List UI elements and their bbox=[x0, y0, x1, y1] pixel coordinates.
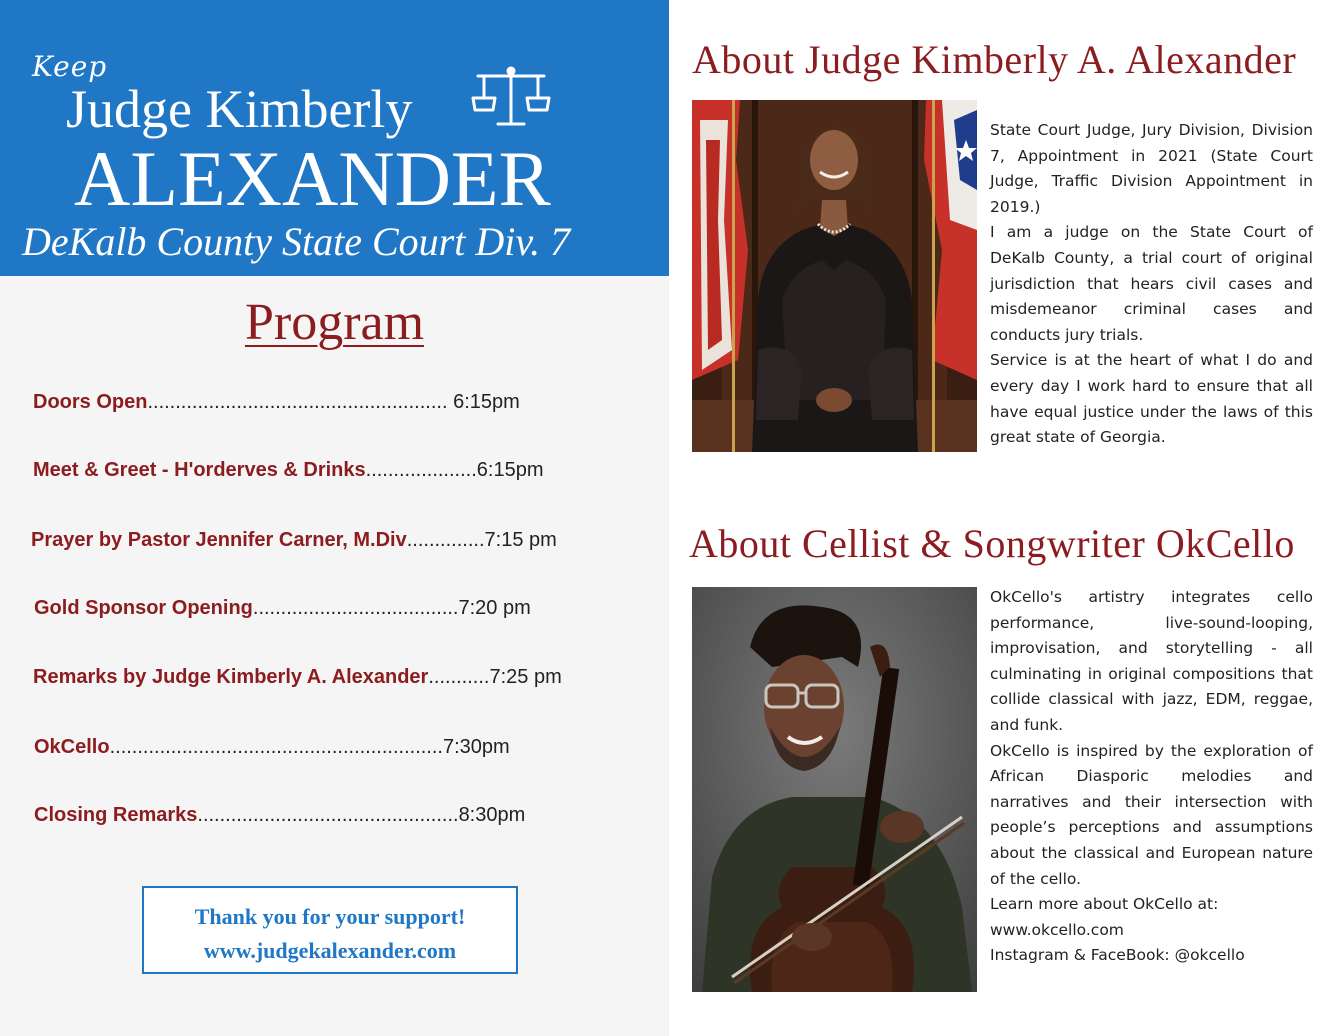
program-item bbox=[34, 802, 525, 828]
program-item-label: Gold Sponsor Opening bbox=[34, 597, 253, 619]
program-item-leader: .................... bbox=[365, 459, 477, 481]
banner-name-line: Judge Kimberly bbox=[66, 79, 413, 139]
program-column bbox=[0, 0, 669, 1036]
program-item-time: 7:15 pm bbox=[484, 529, 557, 551]
cellist-learn-more: Learn more about OkCello at: bbox=[990, 895, 1219, 914]
program-item bbox=[31, 527, 557, 553]
campaign-banner bbox=[0, 0, 669, 276]
program-item bbox=[33, 664, 562, 690]
cellist-bio-paragraph: OkCello's artistry integrates cello performance, live-sound-looping, improvisation, and storytelling - all culminating in original compositions that collide classical with jazz, EDM, reggae, and funk. bbox=[990, 588, 1313, 734]
program-item bbox=[33, 457, 544, 483]
program-item-time: 7:30pm bbox=[442, 736, 510, 758]
cellist-website-link[interactable]: www.okcello.com bbox=[990, 920, 1124, 939]
program-item-label: Meet & Greet - H'orderves & Drinks bbox=[33, 459, 366, 481]
program-item-leader: ............................................... bbox=[197, 804, 459, 826]
scales-of-justice-icon bbox=[470, 66, 552, 130]
program-item-leader: ............................................................ bbox=[109, 736, 443, 758]
banner-office: DeKalb County State Court Div. 7 bbox=[22, 219, 571, 264]
program-item-time: 7:25 pm bbox=[489, 666, 562, 688]
program-item-leader: ..................................... bbox=[252, 597, 459, 619]
judge-bio-paragraph: I am a judge on the State Court of DeKalb County, a trial court of original jurisdiction that hears civil cases and misdemeanor criminal cases and conducts jury trials. bbox=[990, 223, 1313, 344]
banner-surname: ALEXANDER bbox=[74, 135, 551, 222]
program-item-leader: ...................................................... bbox=[147, 391, 448, 413]
judge-bio bbox=[990, 118, 1313, 451]
judge-bio-paragraph: Service is at the heart of what I do and every day I work hard to ensure that all have equal justice under the laws of this great state of Georgia. bbox=[990, 351, 1313, 447]
website-link[interactable]: www.judgekalexander.com bbox=[203, 938, 457, 963]
program-title: Program bbox=[244, 294, 425, 351]
banner-keep: Keep bbox=[32, 50, 108, 83]
program-item-time: 6:15pm bbox=[447, 391, 520, 413]
program-item-label: OkCello bbox=[34, 736, 110, 758]
cellist-social-handle[interactable]: Instagram & FaceBook: @okcello bbox=[990, 946, 1245, 965]
cellist-bio bbox=[990, 585, 1313, 969]
program-item-time: 8:30pm bbox=[458, 804, 526, 826]
program-item-label: Remarks by Judge Kimberly A. Alexander bbox=[33, 666, 429, 688]
program-item-time: 6:15pm bbox=[476, 459, 544, 481]
program-item bbox=[33, 389, 520, 415]
cellist-heading: About Cellist & Songwriter OkCello bbox=[689, 521, 1295, 566]
program-item-time: 7:20 pm bbox=[458, 597, 531, 619]
program-item bbox=[34, 595, 531, 621]
program-item-leader: .............. bbox=[406, 529, 485, 551]
cellist-bio-paragraph: OkCello is inspired by the exploration of African Diasporic melodies and narratives and their intersection with people’s perceptions and assumptions about the classical and European nature of the cello. bbox=[990, 741, 1313, 888]
program-item bbox=[34, 734, 510, 760]
thank-you-box bbox=[142, 886, 518, 974]
judge-bio-paragraph: State Court Judge, Jury Division, Division 7, Appointment in 2021 (State Court Judge, Traffic Division Appointment in 2019.) bbox=[990, 121, 1313, 216]
program-item-label: Doors Open bbox=[33, 391, 148, 413]
program-item-leader: ........... bbox=[428, 666, 490, 688]
cellist-photo bbox=[692, 587, 977, 992]
judge-heading: About Judge Kimberly A. Alexander bbox=[692, 37, 1297, 82]
thank-you-text: Thank you for your support! bbox=[194, 904, 466, 929]
program-item-label: Closing Remarks bbox=[34, 804, 198, 826]
judge-photo bbox=[692, 100, 977, 452]
program-item-label: Prayer by Pastor Jennifer Carner, M.Div bbox=[31, 529, 407, 551]
